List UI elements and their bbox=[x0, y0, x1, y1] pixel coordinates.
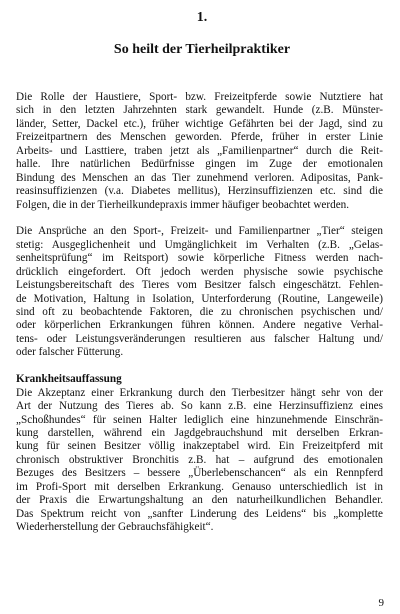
text-line: drücklich eingefordert. Oft jedoch werden physische sowie psychische bbox=[16, 265, 383, 278]
text-line: oder körperlichen Erkrankungen führen können. Andere negative Verhal- bbox=[16, 319, 383, 332]
text-line: kung darstellen, während ein Jagdgebrauchshund mit derselben Erkran- bbox=[16, 426, 383, 439]
chapter-number: 1. bbox=[196, 10, 208, 25]
text-line: Leistungsbereitschaft des Tieres vom Besitzer falsch eingeschätzt. Fehlen- bbox=[16, 279, 383, 292]
text-line: Die Rolle der Haustiere, Sport- bzw. Freizeitpferde sowie Nutztiere hat bbox=[16, 91, 383, 103]
section-heading: Krankheitsauffassung bbox=[16, 373, 122, 386]
text-line: Folgen, die in der Tierheilkundepraxis immer häufiger beobachtet werden. bbox=[16, 198, 350, 211]
text-line: sich in den letzten Jahrzehnten stark gewandelt. Hunde (z.B. Münster- bbox=[16, 104, 383, 117]
paragraph-1 bbox=[16, 91, 383, 212]
text-line: Die Ansprüche an den Sport-, Freizeit- und Familienpartner „Tier“ steigen bbox=[16, 225, 383, 238]
body-text bbox=[16, 91, 383, 534]
text-line: länder, Setter, Dackel etc.), früher wichtige Gefährten bei der Jagd, sind zu bbox=[16, 117, 383, 130]
text-line: Bindung des Menschen an das Tier zunehmend verloren. Adipositas, Pank- bbox=[16, 171, 383, 184]
text-line: Freizeitpartnern des Menschen geworden. Pferde, früher in erster Linie bbox=[16, 131, 383, 144]
text-line: Arbeits- und Lasttiere, traben jetzt als „Familienpartner“ durch die Reit- bbox=[16, 144, 383, 157]
text-line: Bezuges des Besitzers – bessere „Überlebenschancen“ als ein Rennpferd bbox=[16, 467, 383, 480]
text-line: halle. Ihre natürlichen Bedürfnisse gingen im Zuge der emotionalen bbox=[16, 158, 383, 171]
text-line: „Schoßhundes“ für seinen Halter lediglich eine hinzunehmende Einschrän- bbox=[16, 413, 383, 426]
text-line: chronisch obstruktiver Bronchitis z.B. hat – aufgrund des emotionalen bbox=[16, 453, 383, 466]
text-line: Wiederherstellung der Gebrauchsfähigkeit“. bbox=[16, 521, 214, 533]
text-line: oder falscher Fütterung. bbox=[16, 346, 124, 359]
paragraph-gap bbox=[16, 212, 383, 225]
text-line: der Praxis die Erwartungshaltung an den naturheilkundlichen Behandler. bbox=[16, 494, 383, 507]
text-line: Das Spektrum reicht von „sanfter Linderung des Leidens“ bis „komplette bbox=[16, 507, 383, 520]
chapter-title: So heilt der Tierheilpraktiker bbox=[113, 42, 291, 57]
text-line: senheitsprüfung“ im Reitsport) sowie körperliche Fitness werden nach- bbox=[16, 252, 383, 265]
paragraph-gap bbox=[16, 360, 383, 373]
text-line: Art der Nutzung des Tieres ab. So kann z.B. eine Herzinsuffizienz eines bbox=[16, 400, 383, 413]
text-line: kung für seinen Besitzer völlig inakzeptabel wird. Ein Freizeitpferd mit bbox=[16, 440, 383, 453]
text-line: reasinsuffizienzen (v.a. Diabetes mellitus), Herzinsuffizienzen etc. sind die bbox=[16, 185, 383, 198]
paragraph-3 bbox=[16, 387, 383, 535]
text-line: im Profi-Sport mit derselben Erkrankung. Genauso unterschiedlich ist in bbox=[16, 480, 383, 493]
text-line: sind oft zu beobachtende Faktoren, die zu chronischen psychischen und/ bbox=[16, 306, 383, 318]
text-line: stetig: Ausgeglichenheit und Umgänglichkeit im Verhalten (z.B. „Gelas- bbox=[16, 238, 383, 251]
page-number: 9 bbox=[378, 597, 384, 609]
text-line: Die Akzeptanz einer Erkrankung durch den Tierbesitzer hängt sehr von der bbox=[16, 386, 383, 399]
text-line: tens- oder Leistungsveränderungen resultieren aus falscher Haltung und/ bbox=[16, 332, 383, 345]
paragraph-2 bbox=[16, 225, 383, 359]
text-line: de Motivation, Haltung in Isolation, Unterforderung (Routine, Langeweile) bbox=[16, 292, 383, 305]
